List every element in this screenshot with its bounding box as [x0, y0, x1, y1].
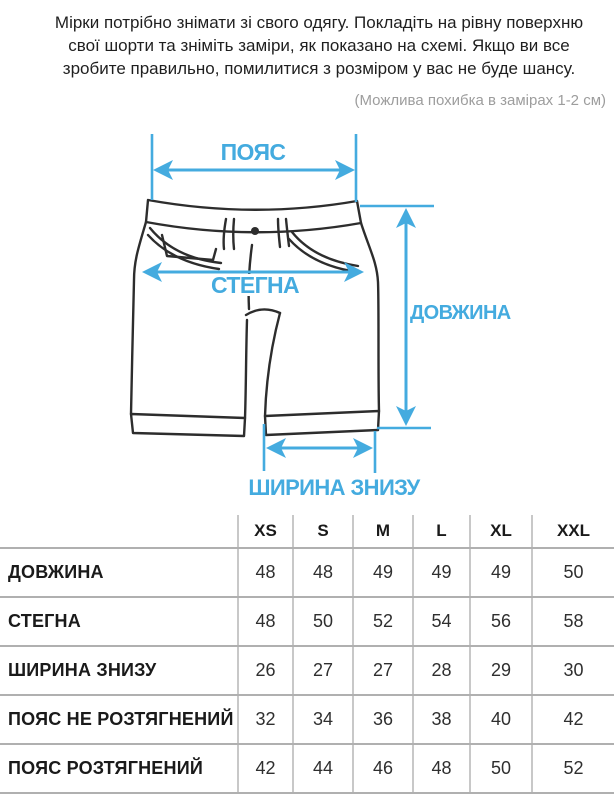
- size-table-header-row: [0, 515, 614, 548]
- table-row: [0, 597, 614, 646]
- size-value: 52: [532, 744, 614, 793]
- row-label: ДОВЖИНА: [0, 548, 238, 597]
- crotch-seam: [246, 309, 280, 315]
- length-measure: [360, 206, 511, 428]
- size-value: 27: [293, 646, 353, 695]
- right-inseam: [265, 313, 280, 416]
- size-value: 49: [413, 548, 470, 597]
- size-column-header: XXL: [532, 515, 614, 548]
- size-table: [0, 515, 614, 794]
- size-value: 49: [353, 548, 413, 597]
- right-side-seam: [361, 223, 379, 411]
- size-value: 36: [353, 695, 413, 744]
- size-value: 44: [293, 744, 353, 793]
- button: [251, 227, 259, 235]
- shorts-outline: [131, 200, 379, 436]
- bottom-width-label: ШИРИНА ЗНИЗУ: [248, 475, 420, 500]
- size-value: 48: [238, 597, 293, 646]
- row-label: ПОЯС НЕ РОЗТЯГНЕНИЙ: [0, 695, 238, 744]
- row-label: СТЕГНА: [0, 597, 238, 646]
- hips-label: СТЕГНА: [210, 272, 300, 298]
- size-value: 26: [238, 646, 293, 695]
- table-row: [0, 695, 614, 744]
- size-value: 30: [532, 646, 614, 695]
- size-value: 48: [413, 744, 470, 793]
- table-corner-cell: [0, 515, 238, 548]
- table-row: [0, 744, 614, 793]
- table-row: [0, 548, 614, 597]
- right-cuff: [265, 411, 379, 435]
- size-value: 40: [470, 695, 532, 744]
- size-value: 54: [413, 597, 470, 646]
- left-cuff: [131, 414, 245, 436]
- size-value: 42: [532, 695, 614, 744]
- size-value: 46: [353, 744, 413, 793]
- size-column-header: M: [353, 515, 413, 548]
- accuracy-note: (Можлива похибка в замірах 1-2 см): [354, 92, 606, 109]
- size-value: 50: [470, 744, 532, 793]
- length-label: ДОВЖИНА: [410, 302, 511, 324]
- size-column-header: XL: [470, 515, 532, 548]
- intro-line: свої шорти та зніміть заміри, як показано на схемі. Якщо ви все: [68, 36, 570, 55]
- size-value: 50: [532, 548, 614, 597]
- intro-paragraph: [28, 11, 610, 80]
- intro-line: Мірки потрібно знімати зі свого одягу. Покладіть на рівну поверхню: [54, 13, 584, 32]
- size-value: 58: [532, 597, 614, 646]
- size-value: 34: [293, 695, 353, 744]
- shorts-diagram-svg: [0, 120, 614, 512]
- left-inseam: [245, 320, 247, 418]
- size-value: 52: [353, 597, 413, 646]
- waist-label: ПОЯС: [220, 139, 286, 165]
- size-value: 42: [238, 744, 293, 793]
- shorts-diagram: [0, 120, 614, 512]
- size-value: 48: [293, 548, 353, 597]
- size-value: 27: [353, 646, 413, 695]
- waist-measure: [152, 134, 356, 202]
- intro-line: зробите правильно, помилитися з розміром у вас не буде шансу.: [62, 59, 576, 78]
- size-column-header: L: [413, 515, 470, 548]
- hips-measure: [142, 262, 364, 298]
- row-label: ШИРИНА ЗНИЗУ: [0, 646, 238, 695]
- size-value: 38: [413, 695, 470, 744]
- size-value: 48: [238, 548, 293, 597]
- size-value: 50: [293, 597, 353, 646]
- size-value: 49: [470, 548, 532, 597]
- size-value: 29: [470, 646, 532, 695]
- left-side-seam: [131, 222, 146, 414]
- size-value: 28: [413, 646, 470, 695]
- size-value: 32: [238, 695, 293, 744]
- row-label: ПОЯС РОЗТЯГНЕНИЙ: [0, 744, 238, 793]
- right-pocket: [292, 232, 358, 266]
- size-value: 56: [470, 597, 532, 646]
- size-column-header: XS: [238, 515, 293, 548]
- table-row: [0, 646, 614, 695]
- size-column-header: S: [293, 515, 353, 548]
